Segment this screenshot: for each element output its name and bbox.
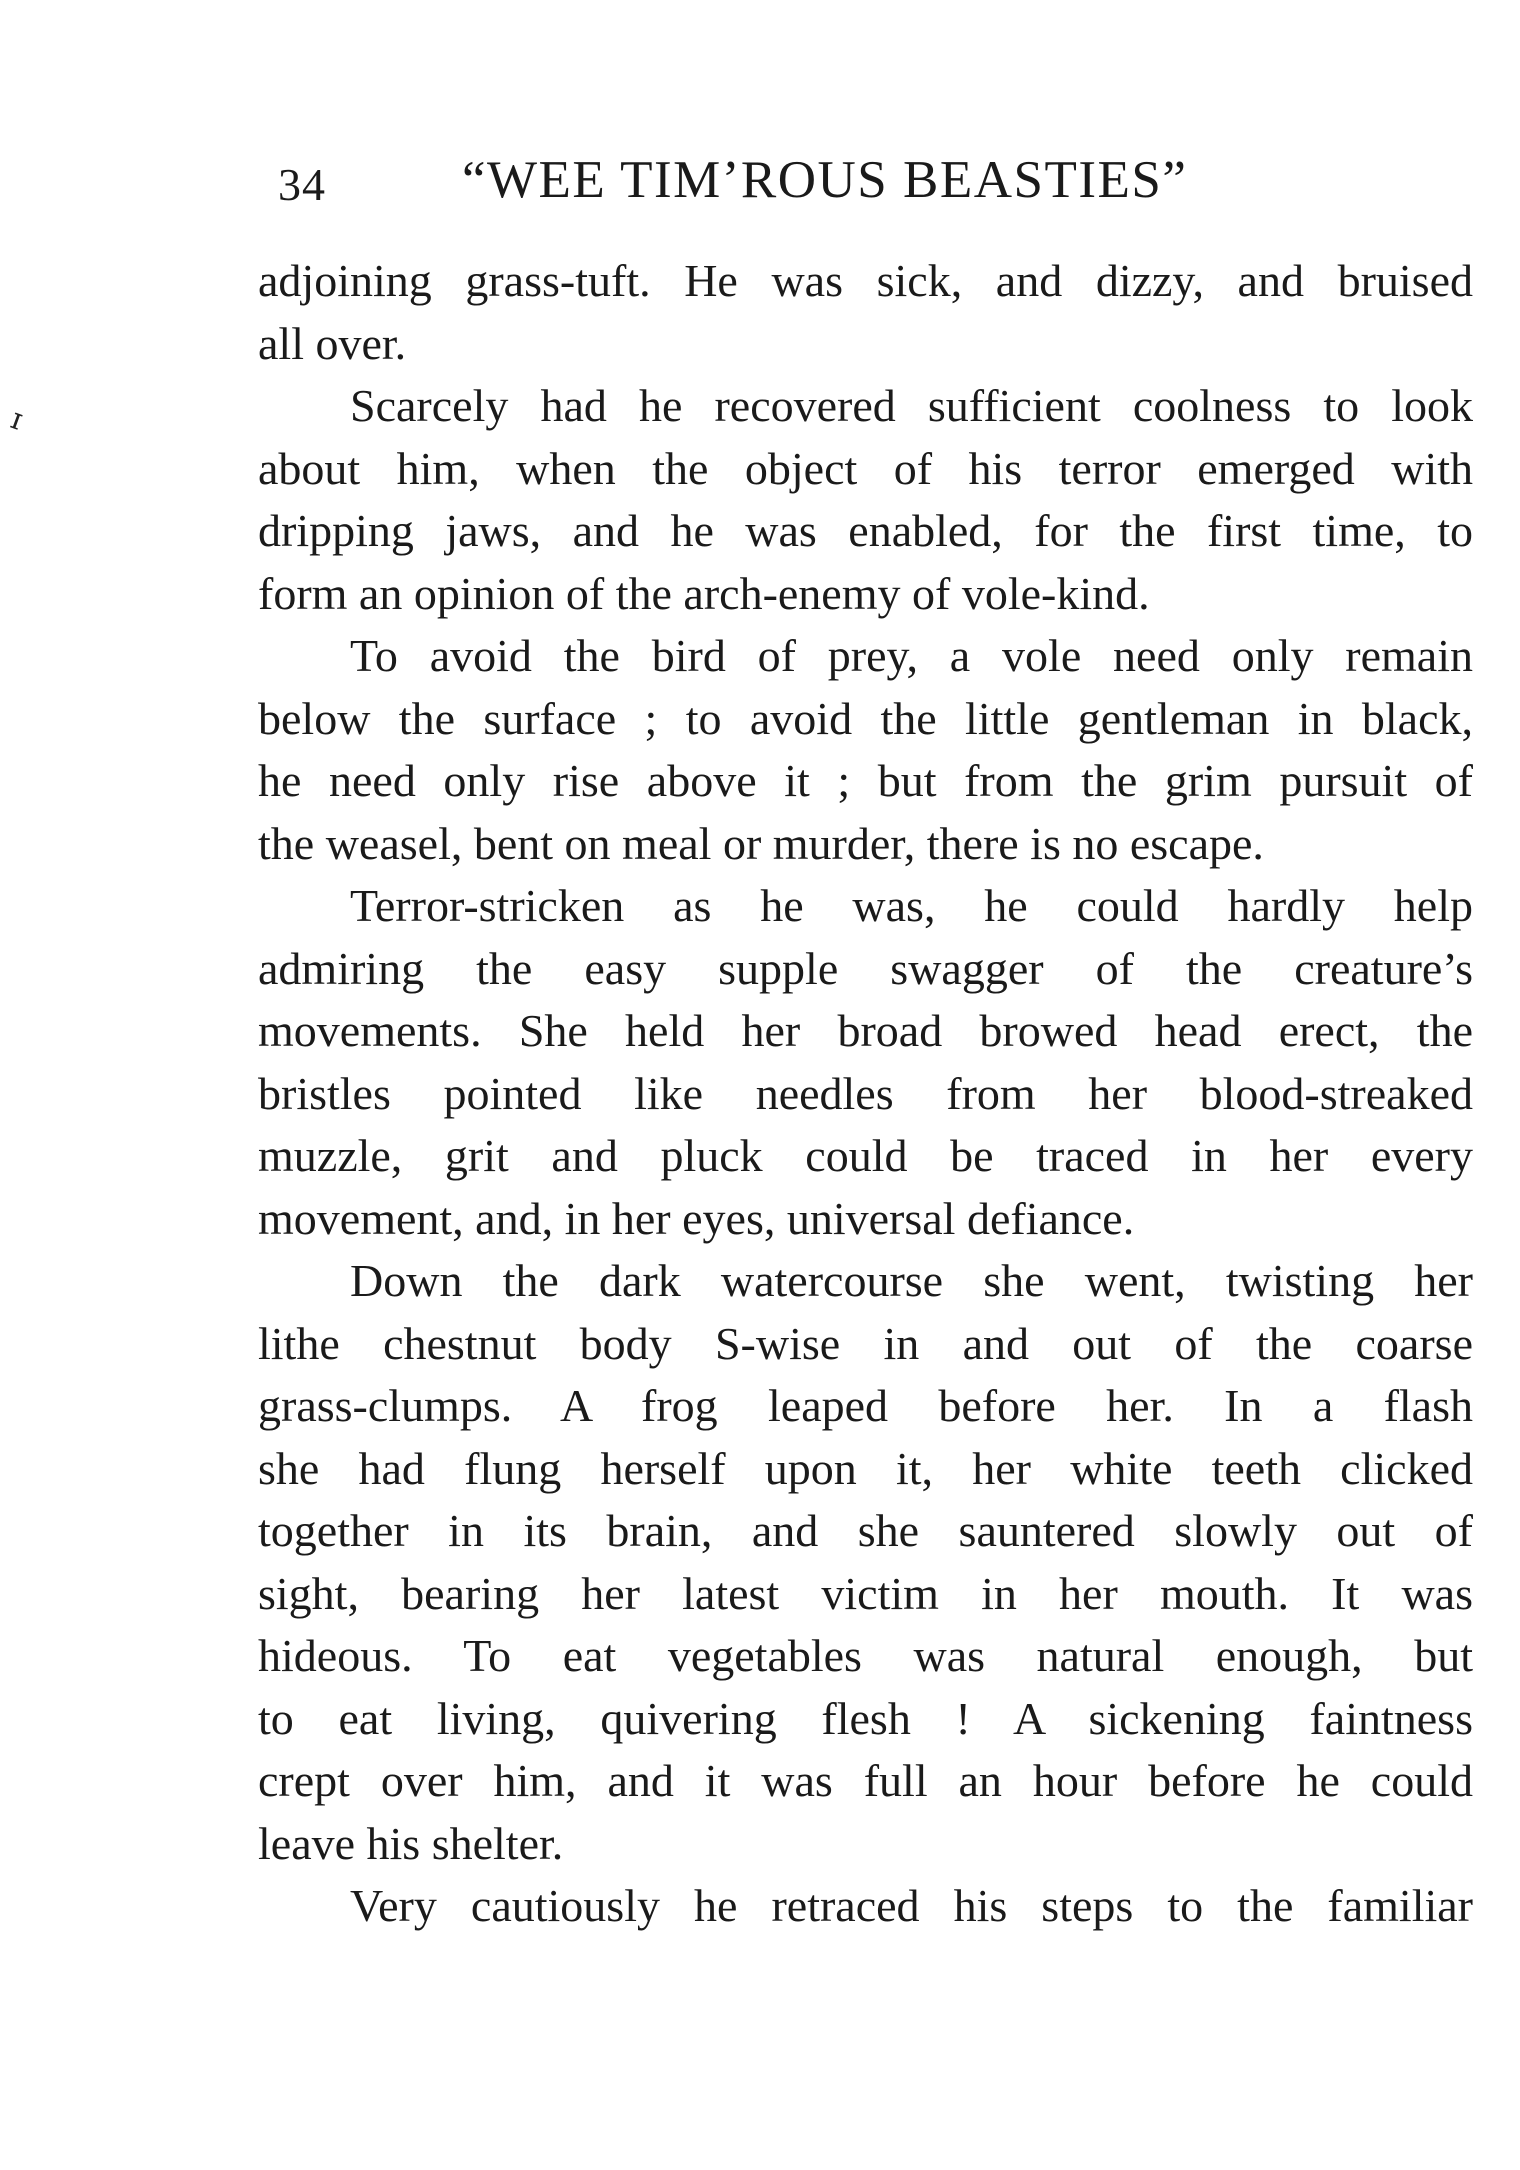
text-line: about him, when the object of his terror emerged with [258,442,1473,494]
text-line: Terror-stricken as he was, he could hardly help [350,880,1473,931]
text-line: together in its brain, and she sauntered slowly out of [258,1505,1473,1556]
running-title: “WEE TIM’ROUS BEASTIES” [462,151,1188,209]
page-number: 34 [278,159,326,210]
margin-ink-mark: ɪ [6,401,28,438]
text-line: the weasel, bent on meal or murder, there is no escape. [258,817,1264,869]
text-line: crept over him, and it was full an hour before he could [258,1755,1473,1806]
text-line: bristles pointed like needles from her blood-streaked [258,1067,1473,1119]
page-header [272,148,1282,218]
text-line: Scarcely had he recovered sufficient coolness to look [350,380,1473,431]
text-line: below the surface ; to avoid the little gentleman in black, [258,692,1473,744]
text-line: Down the dark watercourse she went, twisting her [350,1255,1473,1306]
text-line: he need only rise above it ; but from the grim pursuit of [258,755,1473,806]
paragraph [258,250,1473,375]
paragraph [258,1875,1473,1938]
text-line: grass-clumps. A frog leaped before her. In a flash [258,1380,1473,1431]
text-line: dripping jaws, and he was enabled, for the first time, to [258,505,1473,556]
text-line: sight, bearing her latest victim in her mouth. It was [258,1567,1473,1619]
text-line: To avoid the bird of prey, a vole need only remain [350,630,1473,681]
text-line: to eat living, quivering flesh ! A sickening faintness [258,1692,1473,1744]
body-text [258,250,1473,1938]
text-line: she had flung herself upon it, her white teeth clicked [258,1442,1473,1494]
text-line: adjoining grass-tuft. He was sick, and dizzy, and bruised [258,255,1473,306]
text-line: admiring the easy supple swagger of the creature’s [258,942,1473,994]
text-line: muzzle, grit and pluck could be traced in her every [258,1130,1473,1181]
text-line: movement, and, in her eyes, universal defiance. [258,1192,1135,1244]
text-line: leave his shelter. [258,1817,564,1869]
paragraph [258,1250,1473,1875]
paragraph [258,375,1473,625]
text-line: lithe chestnut body S-wise in and out of the coarse [258,1317,1473,1369]
text-line: movements. She held her broad browed head erect, the [258,1005,1473,1056]
text-line: Very cautiously he retraced his steps to the familiar [350,1880,1473,1931]
paragraph [258,625,1473,875]
text-line: all over. [258,317,407,369]
text-line: hideous. To eat vegetables was natural enough, but [258,1630,1473,1681]
paragraph [258,875,1473,1250]
text-line: form an opinion of the arch-enemy of vole-kind. [258,567,1150,619]
